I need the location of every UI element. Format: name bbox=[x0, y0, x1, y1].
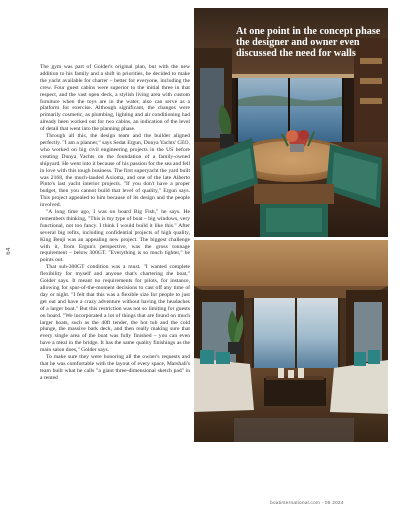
lounge-photo bbox=[194, 240, 388, 442]
article-paragraph: "A long time ago, I was on board Big Fish," he says. He remembers thinking, "This is my type of boat – big windows, very functional, not too fancy. I think I would build it like this." After several big refits, including confidential projects of high quality, King Benji was an appealing new project. The biggest challenge with it, from Ergun's perspective, was the gross tonnage requirement – below 300GT. "Everything is so much tighter," he points out. bbox=[40, 209, 190, 264]
pull-quote-line: discussed the need for walls bbox=[236, 48, 356, 59]
pull-quote bbox=[236, 26, 388, 59]
pull-quote-line: At one point in the concept phase bbox=[236, 26, 381, 37]
page-number: 64 bbox=[6, 247, 12, 255]
article-paragraph: That sub-300GT condition was a must. "I wanted complete flexibility for myself and anyone that's chartering the boat," Golder says. It meant no requirements for pilots, for instance, allowing for spur-of-the-moment decisions to cast off any time of day or night. "I felt that this was a flexible size for people to just get out and have a crazy adventure without having the headaches of a larger boat." But this restriction was not so limiting for guests on board. "We incorporated a lot of things that are found on much larger boats, such as the 40ft tender, the hot tub and the cold plunge, the massive bark deck, and then really making sure that every single area of the boat was fully finished – you can even have a meal in the bridge. It has the same quality finishings as the main salon does," Golder says. bbox=[40, 264, 190, 354]
page-footer: boatinternational.com · 05 2024 bbox=[270, 501, 344, 506]
pull-quote-line: the designer and owner even bbox=[236, 37, 360, 48]
article-paragraph: The gym was part of Golder's original plan, but with the new addition to his family and a shift in priorities, he decided to make the yacht available for charter – better for everyone, including the crew. Four guest cabins were superior to the initial three in that respect, and the vast open deck, a stylish living area with custom furniture when the toys are in the water, also can serve as a platform for exercise. Although significant, the changes were primarily cosmetic, as plumbing, lighting and air conditioning had already been worked out for two cabins, an indication of the level of detail that went into the planning phase. bbox=[40, 64, 190, 133]
lounge-illustration bbox=[194, 240, 388, 442]
article-paragraph: To make sure they were honoring all the owner's requests and that he was comfortable with the layout of every space, Marshall's team built what he calls "a giant three-dimensional sketch pad" in a rented bbox=[40, 354, 190, 381]
article-paragraph: Through all this, the design team and the builder aligned perfectly. "I am a planner," says Sedat Ergun, Dunya Yachts' CEO, who worked on big civil engineering projects in the US before creating Dunya Yachts on the foundation of a family-owned shipyard. He went into it because of his passion for the sea and fell in love with this tough business. The first superyacht the yard built was 2168, the much-lauded Axioma, and one of the late Alberto Pinto's last yacht interior projects. "If you don't have a proper budget, then you cannot build that level of quality," Ergun says. This project appealed to him because of its design and the people involved. bbox=[40, 133, 190, 209]
article-body bbox=[40, 64, 190, 494]
